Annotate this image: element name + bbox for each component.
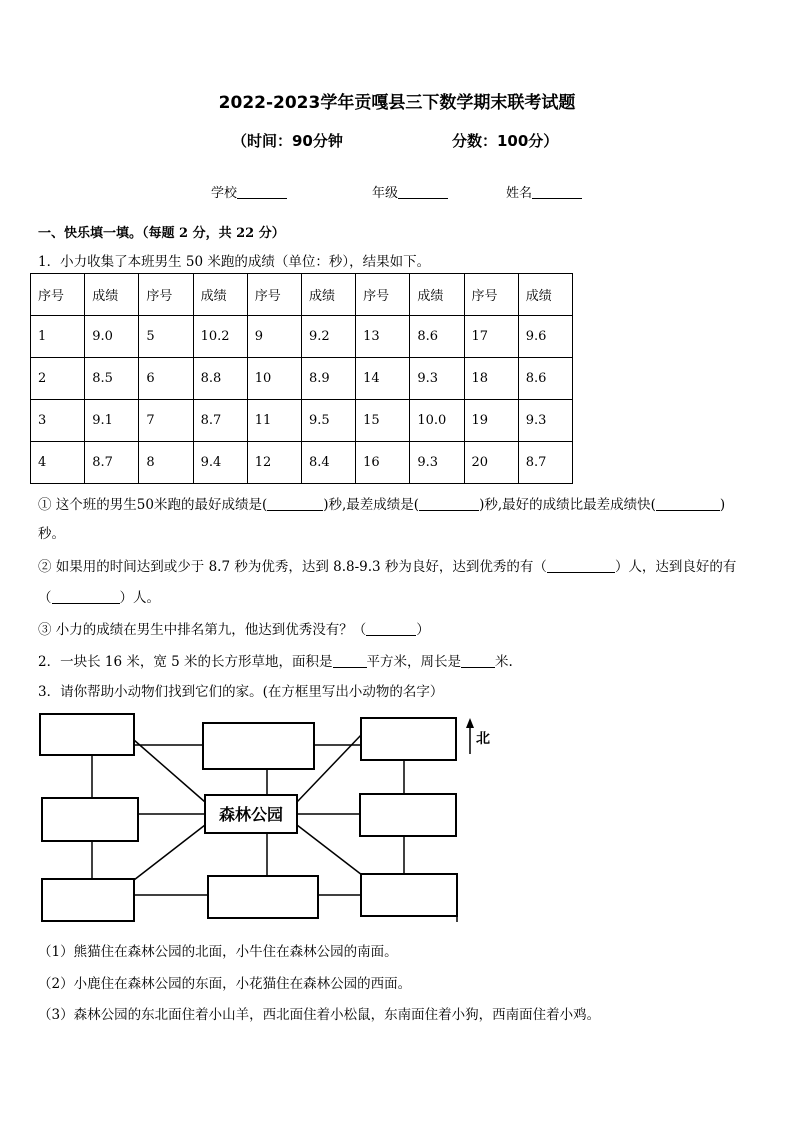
answer-blank[interactable] (547, 559, 615, 573)
header-cell: 序号 (31, 274, 85, 316)
answer-blank[interactable] (267, 497, 323, 511)
table-cell: 4 (31, 442, 85, 484)
table-cell: 2 (31, 358, 85, 400)
table-cell: 1 (31, 316, 85, 358)
question-text: ）人，达到良好的有 (614, 559, 737, 575)
school-blank[interactable] (237, 185, 287, 199)
question-3-3: （3）森林公园的东北面住着小山羊，西北面住着小松鼠，东南面住着小狗，西南面住着小鸡。 (38, 1007, 601, 1023)
table-cell: 8.8 (193, 358, 247, 400)
header-cell: 成绩 (301, 274, 355, 316)
header-cell: 成绩 (85, 274, 139, 316)
header-cell: 成绩 (518, 274, 572, 316)
connector-line (134, 825, 205, 880)
question-text: )秒,最好的成绩比最差成绩快( (479, 497, 656, 513)
question-text: 米. (495, 654, 513, 670)
area-blank[interactable] (333, 654, 367, 668)
scores-table (30, 273, 573, 484)
question-3-2: （2）小鹿住在森林公园的东面，小花猫住在森林公园的西面。 (38, 976, 412, 992)
south-house-box[interactable] (208, 876, 318, 918)
table-cell: 6 (139, 358, 193, 400)
header-cell: 成绩 (193, 274, 247, 316)
west-house-box[interactable] (42, 798, 138, 841)
grade-field[interactable] (372, 182, 448, 201)
se-house-box[interactable] (361, 874, 457, 916)
north-arrow-icon (466, 718, 474, 754)
table-cell: 12 (247, 442, 301, 484)
time-label: （时间：90分钟 (232, 132, 343, 150)
nw-house-box[interactable] (40, 714, 134, 755)
circle-number: ② (38, 559, 52, 575)
table-cell: 19 (464, 400, 518, 442)
table-cell: 3 (31, 400, 85, 442)
table-cell: 20 (464, 442, 518, 484)
circle-number: ③ (38, 622, 52, 638)
table-cell: 8.7 (193, 400, 247, 442)
table-cell: 9.3 (518, 400, 572, 442)
table-cell: 9.6 (518, 316, 572, 358)
table-row (31, 400, 573, 442)
sw-house-box[interactable] (42, 879, 134, 921)
table-cell: 8.9 (301, 358, 355, 400)
question-text: ） (416, 622, 430, 638)
north-label: 北 (476, 731, 490, 747)
table-cell: 10.2 (193, 316, 247, 358)
table-row (31, 316, 573, 358)
table-cell: 7 (139, 400, 193, 442)
table-row (31, 442, 573, 484)
table-cell: 9 (247, 316, 301, 358)
header-cell: 序号 (247, 274, 301, 316)
table-cell: 8.7 (85, 442, 139, 484)
section-heading: 一、快乐填一填。（每题 2 分，共 22 分） (38, 226, 285, 241)
forest-park-map (30, 710, 500, 925)
table-cell: 9.3 (410, 442, 464, 484)
table-cell: 15 (356, 400, 410, 442)
table-cell: 10 (247, 358, 301, 400)
answer-blank[interactable] (366, 622, 416, 636)
table-cell: 9.4 (193, 442, 247, 484)
question-1: 1．小力收集了本班男生 50 米跑的成绩（单位：秒），结果如下。 (38, 254, 431, 270)
question-text: 这个班的男生50米跑的最好成绩是( (55, 497, 268, 513)
table-cell: 10.0 (410, 400, 464, 442)
name-field[interactable] (506, 182, 582, 201)
table-cell: 18 (464, 358, 518, 400)
table-cell: 8 (139, 442, 193, 484)
circle-number: ① (38, 497, 52, 513)
table-cell: 13 (356, 316, 410, 358)
question-text: ）人。 (119, 590, 160, 606)
page-title: 2022-2023学年贡嘎县三下数学期末联考试题 (218, 93, 576, 113)
name-blank[interactable] (532, 185, 582, 199)
table-cell: 14 (356, 358, 410, 400)
question-text: ) (719, 497, 726, 513)
question-1-1-cont: 秒。 (38, 526, 65, 542)
north-house-box[interactable] (203, 723, 314, 769)
table-cell: 11 (247, 400, 301, 442)
question-1-2 (38, 555, 736, 575)
name-label: 姓名 (506, 186, 533, 201)
connector-line (297, 825, 362, 875)
question-text: )秒,最差成绩是( (323, 497, 420, 513)
table-header-row (31, 274, 573, 316)
east-house-box[interactable] (360, 794, 456, 836)
grade-label: 年级 (372, 186, 399, 201)
question-text: （ (38, 590, 52, 606)
question-2 (38, 650, 513, 670)
question-text: 2．一块长 16 米，宽 5 米的长方形草地，面积是 (38, 654, 333, 670)
ne-house-box[interactable] (361, 718, 456, 760)
table-cell: 5 (139, 316, 193, 358)
answer-blank[interactable] (419, 497, 479, 511)
connector-line (134, 740, 205, 802)
table-cell: 8.6 (518, 358, 572, 400)
table-cell: 8.5 (85, 358, 139, 400)
header-cell: 成绩 (410, 274, 464, 316)
school-label: 学校 (211, 186, 238, 201)
table-cell: 9.3 (410, 358, 464, 400)
question-3-1: （1）熊猫住在森林公园的北面，小牛住在森林公园的南面。 (38, 944, 398, 960)
question-3: 3．请你帮助小动物们找到它们的家。(在方框里写出小动物的名字） (38, 684, 444, 700)
question-text: 如果用的时间达到或少于 8.7 秒为优秀，达到 8.8-9.3 秒为良好，达到优秀的有（ (55, 559, 547, 575)
answer-blank[interactable] (52, 590, 120, 604)
park-label: 森林公园 (218, 805, 284, 824)
question-1-1 (38, 493, 725, 513)
question-text: 小力的成绩在男生中排名第九，他达到优秀没有？（ (55, 622, 367, 638)
header-cell: 序号 (139, 274, 193, 316)
table-cell: 17 (464, 316, 518, 358)
score-label: 分数：100分） (452, 132, 559, 150)
question-text: 平方米，周长是 (366, 654, 462, 670)
table-cell: 9.0 (85, 316, 139, 358)
table-cell: 8.6 (410, 316, 464, 358)
school-field[interactable] (211, 182, 287, 201)
table-cell: 16 (356, 442, 410, 484)
table-cell: 8.7 (518, 442, 572, 484)
table-cell: 8.4 (301, 442, 355, 484)
question-1-3 (38, 618, 430, 638)
table-cell: 9.1 (85, 400, 139, 442)
answer-blank[interactable] (656, 497, 720, 511)
header-cell: 序号 (356, 274, 410, 316)
table-cell: 9.2 (301, 316, 355, 358)
table-cell: 9.5 (301, 400, 355, 442)
header-cell: 序号 (464, 274, 518, 316)
table-row (31, 358, 573, 400)
question-1-2-cont (38, 586, 160, 606)
perimeter-blank[interactable] (461, 654, 495, 668)
grade-blank[interactable] (398, 185, 448, 199)
